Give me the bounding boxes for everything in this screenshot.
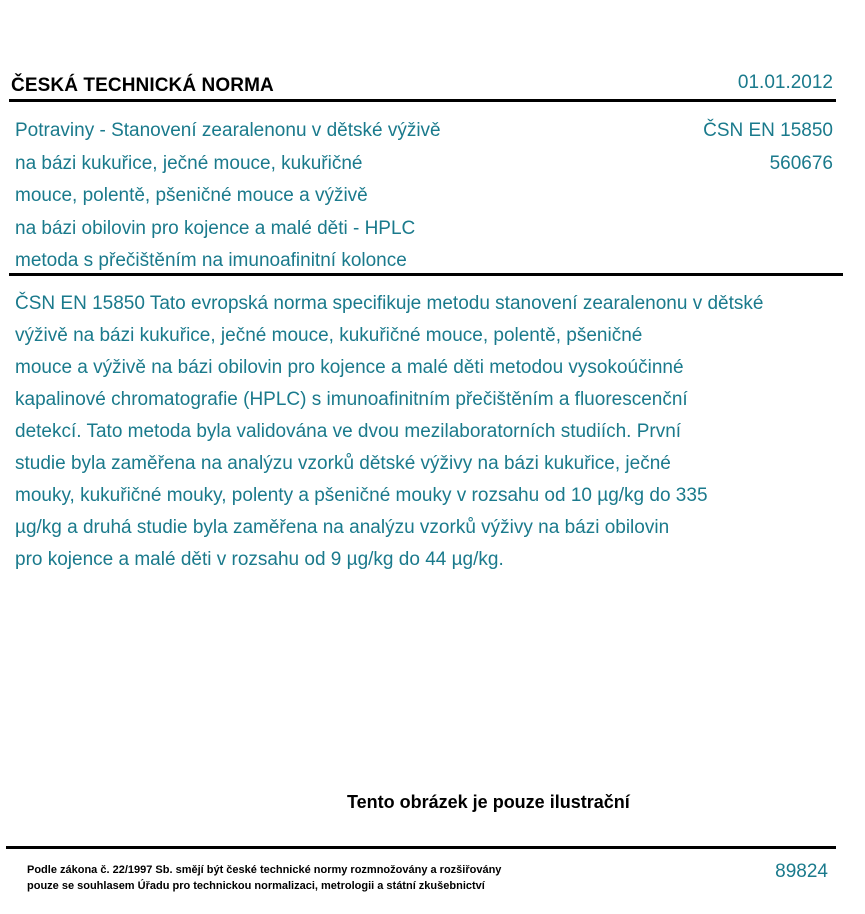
document-header-title: ČESKÁ TECHNICKÁ NORMA — [11, 75, 274, 96]
document-date: 01.01.2012 — [737, 72, 833, 93]
footer-divider — [6, 846, 836, 849]
standard-title — [15, 115, 441, 278]
standard-title-line: metoda s přečištěním na imunoafinitní kolonce — [15, 250, 407, 271]
standard-title-line: na bázi kukuřice, ječné mouce, kukuřičné — [15, 152, 363, 174]
standard-code: ČSN EN 15850 — [703, 120, 833, 141]
footer-document-number: 89824 — [775, 861, 828, 882]
abstract-line: detekcí. Tato metoda byla validována ve dvou mezilaboratorních studiích. První — [15, 421, 682, 442]
footer-legal-line: Podle zákona č. 22/1997 Sb. smějí být české technické normy rozmnožovány a rozšiřovány — [27, 864, 502, 876]
header-divider — [9, 99, 836, 102]
abstract-line: mouce a výživě na bázi obilovin pro kojence a malé děti metodou vysokoúčinné — [15, 357, 684, 378]
footer-legal-notice — [27, 862, 501, 894]
abstract-line: ČSN EN 15850 Tato evropská norma specifikuje metodu stanovení zearalenonu v dětské — [15, 293, 764, 314]
footer-legal-line: pouze se souhlasem Úřadu pro technickou normalizaci, metrologii a státní zkušebnictví — [27, 880, 485, 892]
illustration-note: Tento obrázek je pouze ilustrační — [347, 792, 630, 812]
title-divider — [9, 273, 843, 276]
abstract-line: mouky, kukuřičné mouky, polenty a pšeničné mouky v rozsahu od 10 µg/kg do 335 — [15, 485, 708, 506]
abstract-line: výživě na bázi kukuřice, ječné mouce, kukuřičné mouce, polentě, pšeničné — [15, 325, 643, 346]
standard-title-line: na bázi obilovin pro kojence a malé děti - HPLC — [15, 217, 416, 239]
abstract-line: kapalinové chromatografie (HPLC) s imunoafinitním přečištěním a fluorescenční — [15, 389, 688, 410]
standard-codes — [703, 115, 833, 180]
standard-class-number: 560676 — [769, 152, 833, 174]
standard-title-line: Potraviny - Stanovení zearalenonu v dětské výživě — [15, 120, 441, 141]
standard-title-line: mouce, polentě, pšeničné mouce a výživě — [15, 185, 368, 206]
abstract-line: studie byla zaměřena na analýzu vzorků dětské výživy na bázi kukuřice, ječné — [15, 453, 671, 474]
abstract-line: µg/kg a druhá studie byla zaměřena na analýzu vzorků výživy na bázi obilovin — [15, 517, 670, 538]
abstract-line: pro kojence a malé děti v rozsahu od 9 µg/kg do 44 µg/kg. — [15, 549, 504, 570]
standard-abstract — [15, 288, 763, 576]
